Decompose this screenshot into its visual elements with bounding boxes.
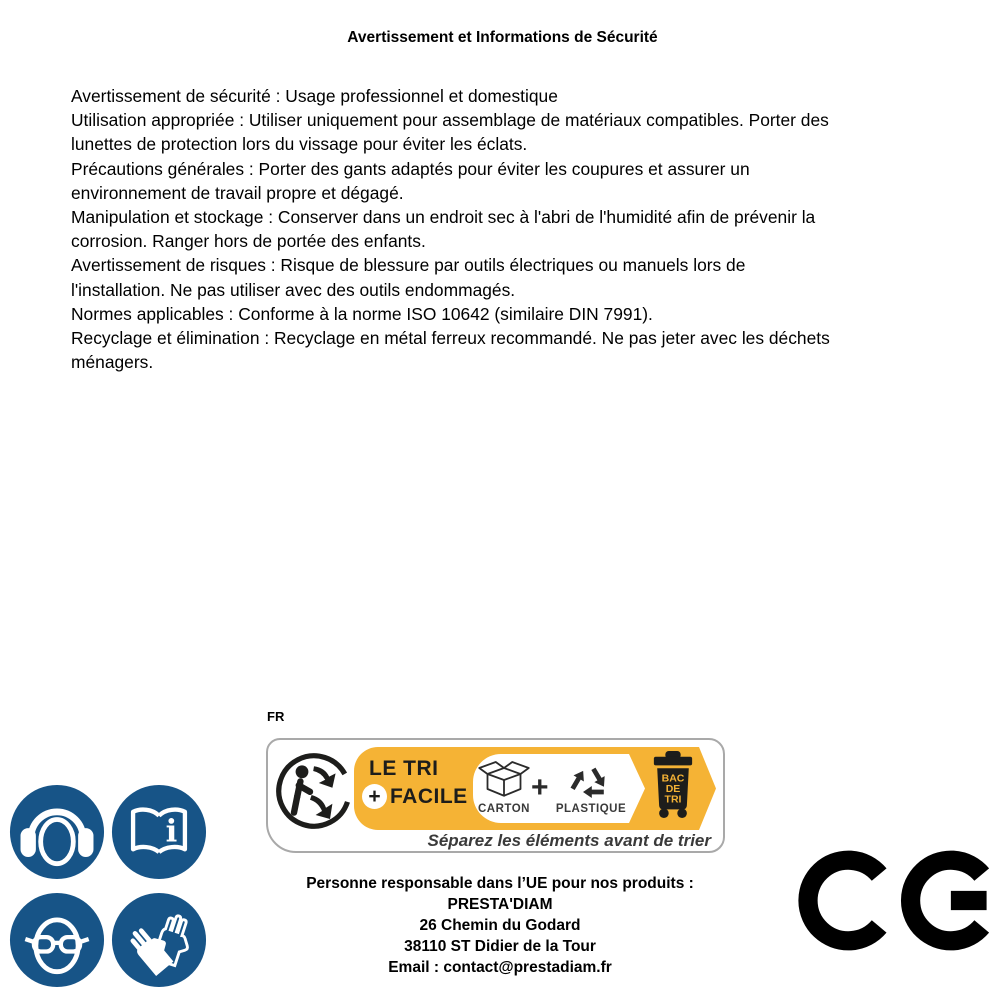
company-name: PRESTA'DIAM <box>447 896 553 913</box>
info-glyph: i <box>165 813 178 850</box>
bin-text-de: DE <box>665 783 681 796</box>
plus-badge-icon: + <box>362 784 387 809</box>
ce-mark <box>797 849 993 952</box>
address-street: 26 Chemin du Godard <box>419 917 581 934</box>
sorting-tagline: Séparez les éléments avant de trier <box>427 831 711 850</box>
triman-icon <box>274 751 354 831</box>
wear-ear-protection-icon <box>9 784 105 880</box>
plus-separator: + <box>531 771 549 804</box>
carton-label: CARTON <box>478 803 530 815</box>
page-title: Avertissement et Informations de Sécurité <box>347 29 658 46</box>
body-text-line: Manipulation et stockage : Conserver dans un endroit sec à l'abri de l'humidité afin de prévenir la <box>71 207 816 228</box>
le-tri-text: LE TRI <box>369 757 439 780</box>
body-text-line: lunettes de protection lors du vissage pour éviter les éclats. <box>71 134 528 155</box>
responsible-intro: Personne responsable dans l’UE pour nos produits : <box>306 875 694 892</box>
body-text-line: corrosion. Ranger hors de portée des enfants. <box>71 231 426 252</box>
tri-facile-headline <box>362 757 472 809</box>
wear-eye-protection-icon <box>9 892 105 988</box>
responsible-person-block <box>233 873 767 978</box>
carton-box-icon <box>477 755 531 802</box>
body-text-line: Normes applicables : Conforme à la norme ISO 10642 (similaire DIN 7991). <box>71 303 653 324</box>
yellow-chevron-tip <box>699 747 716 830</box>
body-text-line: Avertissement de risques : Risque de blessure par outils électriques ou manuels lors de <box>71 255 746 276</box>
address-city: 38110 ST Didier de la Tour <box>404 938 596 955</box>
body-text-line: ménagers. <box>71 352 154 373</box>
bin-text-bac: BAC <box>661 772 685 785</box>
contact-email: Email : contact@prestadiam.fr <box>388 959 612 976</box>
body-text-line: Recyclage et élimination : Recyclage en métal ferreux recommandé. Ne pas jeter avec les déchets <box>71 328 830 349</box>
safety-text-block <box>71 84 830 374</box>
body-text-line: l'installation. Ne pas utiliser avec des outils endommagés. <box>71 279 516 300</box>
body-text-line: Avertissement de sécurité : Usage professionnel et domestique <box>71 86 558 106</box>
bin-text-tri: TRI <box>664 793 682 806</box>
plastic-recycle-icon <box>567 760 615 800</box>
body-text-line: Précautions générales : Porter des gants adaptés pour éviter les coupures et assurer un <box>71 158 750 179</box>
tri-facile-recycling-label <box>266 738 725 853</box>
facile-text: FACILE <box>390 784 468 808</box>
body-text-line: environnement de travail propre et dégagé. <box>71 182 404 203</box>
plastique-label: PLASTIQUE <box>555 803 627 815</box>
sorting-bin-icon <box>651 750 695 819</box>
wear-protective-gloves-icon <box>111 892 207 988</box>
read-instruction-manual-icon <box>111 784 207 880</box>
country-code-label: FR <box>267 709 285 724</box>
body-text-line: Utilisation appropriée : Utiliser uniquement pour assemblage de matériaux compatibles. Porter des <box>71 110 829 131</box>
